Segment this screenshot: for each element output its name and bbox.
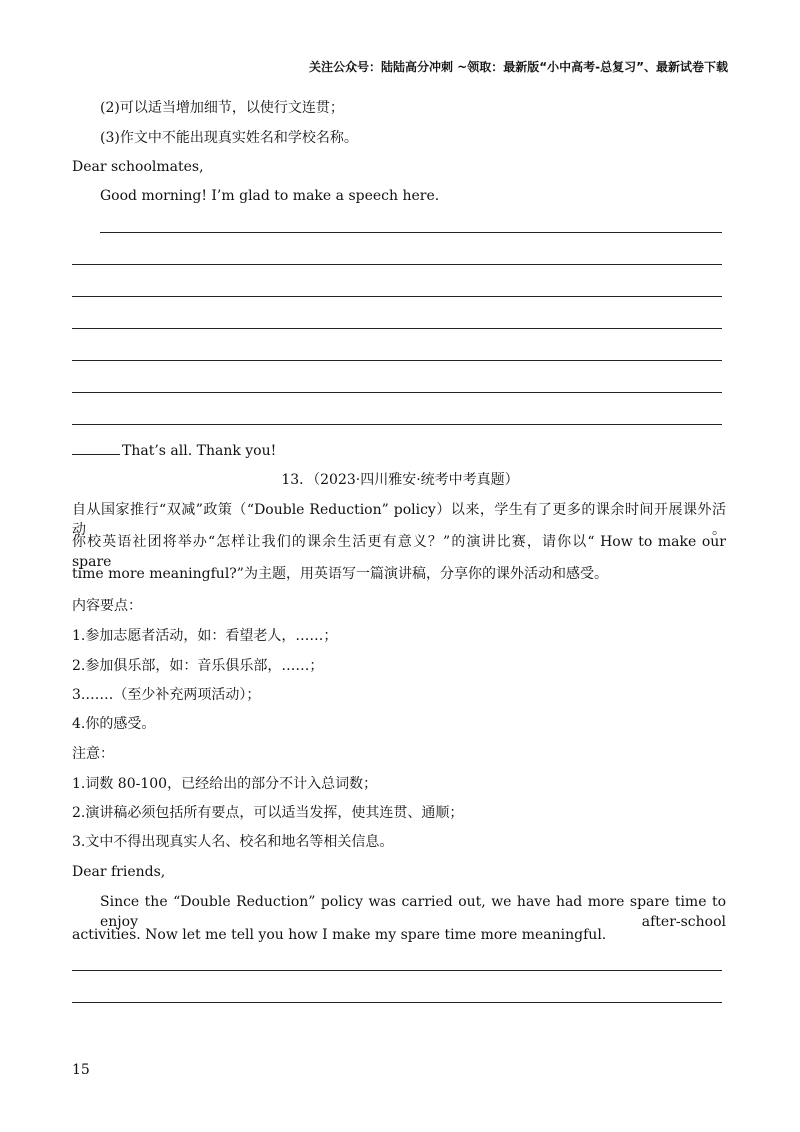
writing-line xyxy=(72,970,722,971)
page-header: 关注公众号：陆陆高分冲刺 ~领取：最新版“小中高考-总复习”、最新试卷下载 xyxy=(309,60,728,74)
writing-line xyxy=(72,1002,722,1003)
requirement-2: (2)可以适当增加细节，以使行文连贯； xyxy=(100,100,344,116)
q13-opening-line-1: Since the “Double Reduction” policy was carried out, we have had more spare time to enjoy after-school xyxy=(100,894,726,930)
salutation-friends: Dear friends, xyxy=(72,864,166,880)
writing-line xyxy=(72,264,722,265)
writing-line xyxy=(72,296,722,297)
q13-intro-line-3: time more meaningful?”为主题，用英语写一篇演讲稿，分享你的课外活动和感受。 xyxy=(72,566,608,582)
q13-intro-line-1: 自从国家推行“双减”政策（“Double Reduction” policy）以来，学生有了更多的课余时间开展课外活动。 xyxy=(72,502,726,538)
notes-label: 注意： xyxy=(72,746,114,762)
writing-line xyxy=(72,424,722,425)
content-point-2: 2.参加俱乐部，如：音乐俱乐部，……； xyxy=(72,658,324,674)
requirement-3: (3)作文中不能出现真实姓名和学校名称。 xyxy=(100,130,358,146)
q13-intro-line-2: 你校英语社团将举办“怎样让我们的课余生活更有意义？”的演讲比赛，请你以“ How to make our spare xyxy=(72,534,726,570)
page-number: 15 xyxy=(72,1062,90,1078)
note-3: 3.文中不得出现真实人名、校名和地名等相关信息。 xyxy=(72,834,394,850)
salutation-schoolmates: Dear schoolmates, xyxy=(72,159,204,175)
writing-line xyxy=(72,360,722,361)
content-point-4: 4.你的感受。 xyxy=(72,716,156,732)
note-1: 1.词数 80-100，已经给出的部分不计入总词数； xyxy=(72,776,378,792)
closing-blank xyxy=(72,440,120,455)
content-points-label: 内容要点： xyxy=(72,598,142,614)
question-13-title: 13．（2023·四川雅安·统考中考真题） xyxy=(281,472,519,488)
note-2: 2.演讲稿必须包括所有要点，可以适当发挥，使其连贯、通顺； xyxy=(72,805,464,821)
writing-line xyxy=(72,328,722,329)
content-point-1: 1.参加志愿者活动，如：看望老人，……； xyxy=(72,628,338,644)
q13-opening-line-2: activities. Now let me tell you how I make my spare time more meaningful. xyxy=(72,927,607,943)
writing-line xyxy=(72,392,722,393)
content-point-3: 3.……（至少补充两项活动）； xyxy=(72,687,261,703)
speech-opening: Good morning! I’m glad to make a speech here. xyxy=(100,188,440,204)
closing-line xyxy=(72,440,276,461)
speech-closing: That’s all. Thank you! xyxy=(122,443,277,459)
writing-line xyxy=(100,232,722,233)
